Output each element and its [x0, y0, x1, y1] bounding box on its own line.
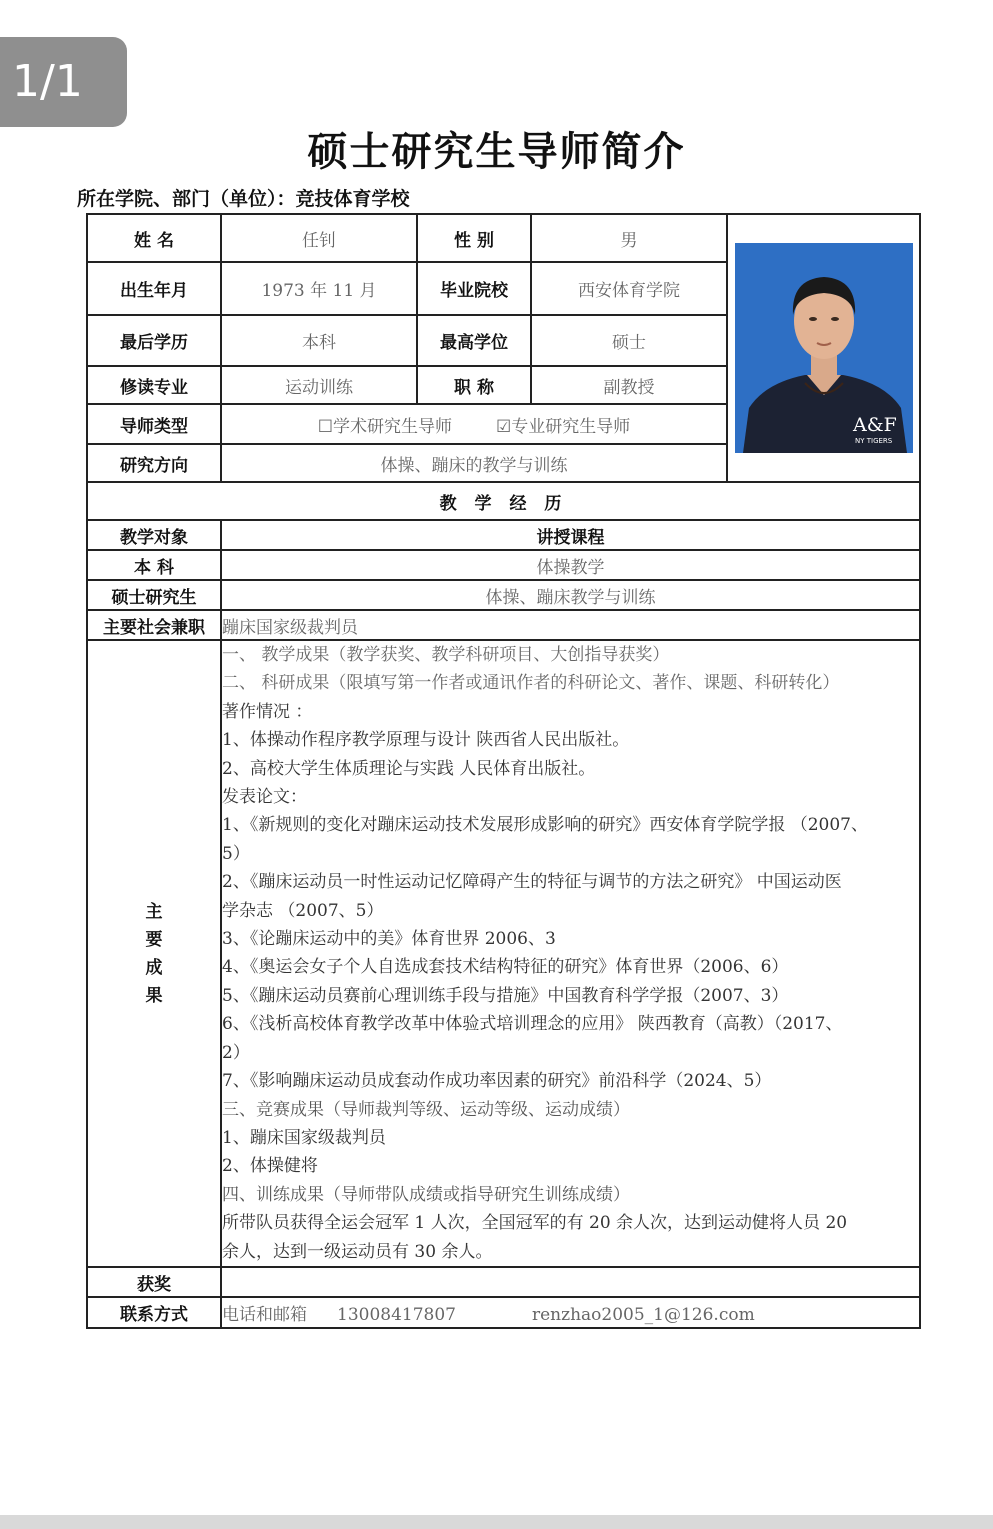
- research-value: 体操、蹦床的教学与训练: [221, 444, 727, 482]
- academic-mentor-checkbox: ☐学术研究生导师: [317, 416, 452, 437]
- title-value: 副教授: [531, 366, 727, 404]
- teaching-object: 硕士研究生: [87, 580, 221, 610]
- social-role-label: 主要社会兼职: [87, 610, 221, 640]
- achievement-line: 1、体操动作程序教学原理与设计 陕西省人民出版社。: [222, 730, 630, 751]
- contact-email: renzhao2005_1@126.com: [531, 1305, 755, 1325]
- teaching-row: [87, 580, 920, 610]
- achievement-line: 发表论文：: [222, 787, 307, 808]
- achievement-line: 1、蹦床国家级裁判员: [222, 1127, 386, 1148]
- research-label: 研究方向: [87, 444, 221, 482]
- achievements-content: [221, 640, 920, 1267]
- courses-label: 讲授课程: [221, 520, 920, 550]
- degree-value: 硕士: [531, 315, 727, 366]
- birth-label: 出生年月: [87, 262, 221, 315]
- teaching-object-label: 教学对象: [87, 520, 221, 550]
- achievement-line: 5、《蹦床运动员赛前心理训练手段与措施》中国教育科学学报（2007、3）: [222, 985, 789, 1006]
- achievements-label: [87, 640, 221, 1267]
- contact-value: [221, 1297, 920, 1328]
- achievement-line: 3、《论蹦床运动中的美》体育世界 2006、3: [222, 929, 556, 950]
- shirt-logo-text: A&F: [852, 414, 897, 436]
- profile-table: [86, 213, 921, 1329]
- achievement-line: 6、《浅析高校体育教学改革中体验式培训理念的应用》 陕西教育（高教）（2017、: [222, 1014, 843, 1035]
- teaching-section-header: 教 学 经 历: [87, 482, 920, 520]
- teaching-course: 体操教学: [221, 550, 920, 580]
- achievements-label-char: 果: [145, 985, 163, 1006]
- achievement-line: 学杂志 （2007、5）: [222, 900, 384, 921]
- teaching-course: 体操、蹦床教学与训练: [221, 580, 920, 610]
- major-value: 运动训练: [221, 366, 417, 404]
- title-label: 职 称: [417, 366, 531, 404]
- education-label: 最后学历: [87, 315, 221, 366]
- portrait-photo: [735, 243, 913, 453]
- achievement-line: 5）: [222, 843, 250, 864]
- achievement-line: 2）: [222, 1042, 250, 1063]
- achievement-line: 2、体操健将: [222, 1156, 318, 1177]
- name-label: 姓 名: [87, 214, 221, 262]
- teaching-object: 本 科: [87, 550, 221, 580]
- school-label: 毕业院校: [417, 262, 531, 315]
- achievements-label-char: 主: [145, 901, 163, 922]
- mentor-type-label: 导师类型: [87, 404, 221, 444]
- achievement-line: 2、高校大学生体质理论与实践 人民体育出版社。: [222, 758, 596, 779]
- achievement-line: 7、《影响蹦床运动员成套动作成功率因素的研究》前沿科学（2024、5）: [222, 1071, 772, 1092]
- achievement-line: 一、 教学成果（教学获奖、教学科研项目、大创指导获奖）: [222, 645, 670, 665]
- major-label: 修读专业: [87, 366, 221, 404]
- name-value: 任钊: [221, 214, 417, 262]
- document-title: 硕士研究生导师简介: [307, 128, 686, 175]
- gender-label: 性 别: [417, 214, 531, 262]
- photo-cell: [727, 214, 920, 482]
- professional-mentor-checkbox: ☑专业研究生导师: [496, 416, 631, 437]
- mentor-type-value: [221, 404, 727, 444]
- achievement-line: 1、《新规则的变化对蹦床运动技术发展形成影响的研究》西安体育学院学报 （2007、: [222, 815, 868, 836]
- achievement-line: 著作情况 ：: [222, 701, 313, 722]
- contact-label: 联系方式: [87, 1297, 221, 1328]
- achievement-line: 余人，达到一级运动员有 30 余人。: [222, 1241, 493, 1262]
- education-value: 本科: [221, 315, 417, 366]
- achievements-label-char: 要: [145, 929, 163, 950]
- page-indicator: 1/1: [0, 37, 127, 127]
- awards-value: [221, 1267, 920, 1297]
- achievements-label-char: 成: [145, 957, 163, 978]
- degree-label: 最高学位: [417, 315, 531, 366]
- achievement-line: 三、竞赛成果（导师裁判等级、运动等级、运动成绩）: [222, 1099, 630, 1120]
- achievement-line: 2、《蹦床运动员一时性运动记忆障碍产生的特征与调节的方法之研究》 中国运动医: [222, 872, 842, 893]
- department-line: 所在学院、部门（单位）：竞技体育学校: [77, 188, 410, 210]
- contact-type: 电话和邮箱: [222, 1305, 307, 1325]
- contact-phone: 13008417807: [337, 1305, 456, 1325]
- achievement-line: 二、 科研成果（限填写第一作者或通讯作者的科研论文、著作、课题、科研转化）: [222, 673, 840, 694]
- shirt-logo-subtext: NY TIGERS: [854, 437, 892, 445]
- school-value: 西安体育学院: [531, 262, 727, 315]
- achievement-line: 所带队员获得全运会冠军 1 人次，全国冠军的有 20 余人次，达到运动健将人员 20: [222, 1213, 848, 1234]
- teaching-row: [87, 550, 920, 580]
- achievement-line: 四、训练成果（导师带队成绩或指导研究生训练成绩）: [222, 1184, 630, 1205]
- gender-value: 男: [531, 214, 727, 262]
- achievement-line: 4、《奥运会女子个人自选成套技术结构特征的研究》体育世界（2006、6）: [222, 957, 789, 978]
- bottom-scrollbar[interactable]: [0, 1515, 993, 1529]
- social-role-value: 蹦床国家级裁判员: [221, 610, 920, 640]
- awards-label: 获奖: [87, 1267, 221, 1297]
- birth-value: 1973 年 11 月: [221, 262, 417, 315]
